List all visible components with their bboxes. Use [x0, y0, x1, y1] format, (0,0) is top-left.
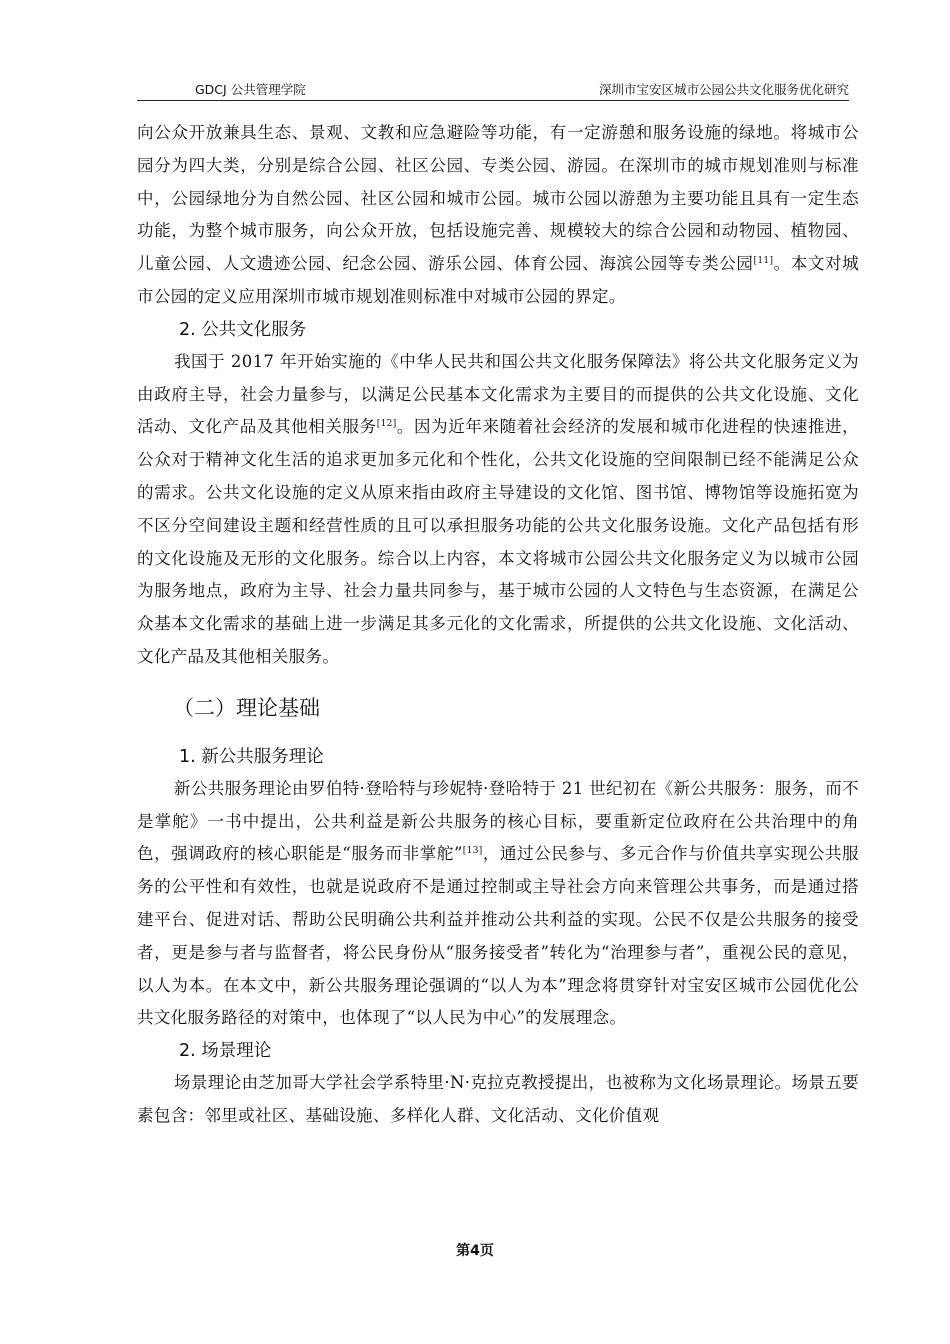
heading-public-cultural-service: 2. 公共文化服务	[179, 319, 307, 340]
citation-12: [12]	[376, 419, 397, 430]
heading-scene-theory: 2. 场景理论	[179, 1041, 272, 1062]
citation-11: [11]	[753, 256, 774, 267]
page-body	[137, 117, 859, 1133]
header-institution: GDCJ 公共管理学院	[195, 82, 306, 97]
page-header	[137, 78, 849, 101]
citation-13: [13]	[462, 846, 483, 857]
paragraph-public-cultural-service: 我国于 2017 年开始实施的《中华人民共和国公共文化服务保障法》将公共文化服务定义为由政府主导，社会力量参与，以满足公民基本文化需求为主要目的而提供的公共文化设施、文化活动、文化产品及其他相关服务[12]。因为近年来随着社会经济的发展和城市化进程的快速推进，公众对于精神文化生活的追求更加多元化和个性化，公共文化设施的空间限制已经不能满足公众的需求。公共文化设施的定义从原来指由政府主导建设的文化馆、图书馆、博物馆等设施拓宽为不区分空间建设主题和经营性质的且可以承担服务功能的公共文化服务设施。文化产品包括有形的文化设施及无形的文化服务。综合以上内容，本文将城市公园公共文化服务定义为以城市公园为服务地点，政府为主导、社会力量共同参与，基于城市公园的人文特色与生态资源，在满足公众基本文化需求的基础上进一步满足其多元化的文化需求，所提供的公共文化设施、文化活动、文化产品及其他相关服务。	[137, 351, 859, 666]
page-number: 第4页	[456, 1243, 494, 1259]
heading-theoretical-basis: （二）理论基础	[173, 695, 320, 720]
heading-new-public-service: 1. 新公共服务理论	[179, 746, 324, 767]
paragraph-scene-theory: 场景理论由芝加哥大学社会学系特里·N·克拉克教授提出，也被称为文化场景理论。场景五要素包含：邻里或社区、基础设施、多样化人群、文化活动、文化价值观	[137, 1073, 859, 1125]
header-paper-title: 深圳市宝安区城市公园公共文化服务优化研究	[598, 82, 849, 97]
paragraph-city-park-definition: 向公众开放兼具生态、景观、文教和应急避险等功能，有一定游憩和服务设施的绿地。将城市公园分为四大类，分别是综合公园、社区公园、专类公园、游园。在深圳市的城市规划准则与标准中，公园绿地分为自然公园、社区公园和城市公园。城市公园以游憩为主要功能且具有一定生态功能，为整个城市服务，向公众开放，包括设施完善、规模较大的综合公园和动物园、植物园、儿童公园、人文遗迹公园、纪念公园、游乐公园、体育公园、海滨公园等专类公园[11]。本文对城市公园的定义应用深圳市城市规划准则标准中对城市公园的界定。	[137, 123, 859, 306]
paragraph-new-public-service: 新公共服务理论由罗伯特·登哈特与珍妮特·登哈特于 21 世纪初在《新公共服务：服务，而不是掌舵》一书中提出，公共利益是新公共服务的核心目标，要重新定位政府在公共治理中的角色，强调政府的核心职能是“服务而非掌舵”[13]，通过公民参与、多元合作与价值共享实现公共服务的公平性和有效性，也就是说政府不是通过控制或主导社会方向来管理公共事务，而是通过搭建平台、促进对话、帮助公民明确公共利益并推动公共利益的实现。公民不仅是公共服务的接受者，更是参与者与监督者，将公民身份从“服务接受者”转化为“治理参与者”，重视公民的意见，以人为本。在本文中，新公共服务理论强调的“以人为本”理念将贯穿针对宝安区城市公园优化公共文化服务路径的对策中，也体现了“以人民为中心”的发展理念。	[137, 778, 859, 1028]
